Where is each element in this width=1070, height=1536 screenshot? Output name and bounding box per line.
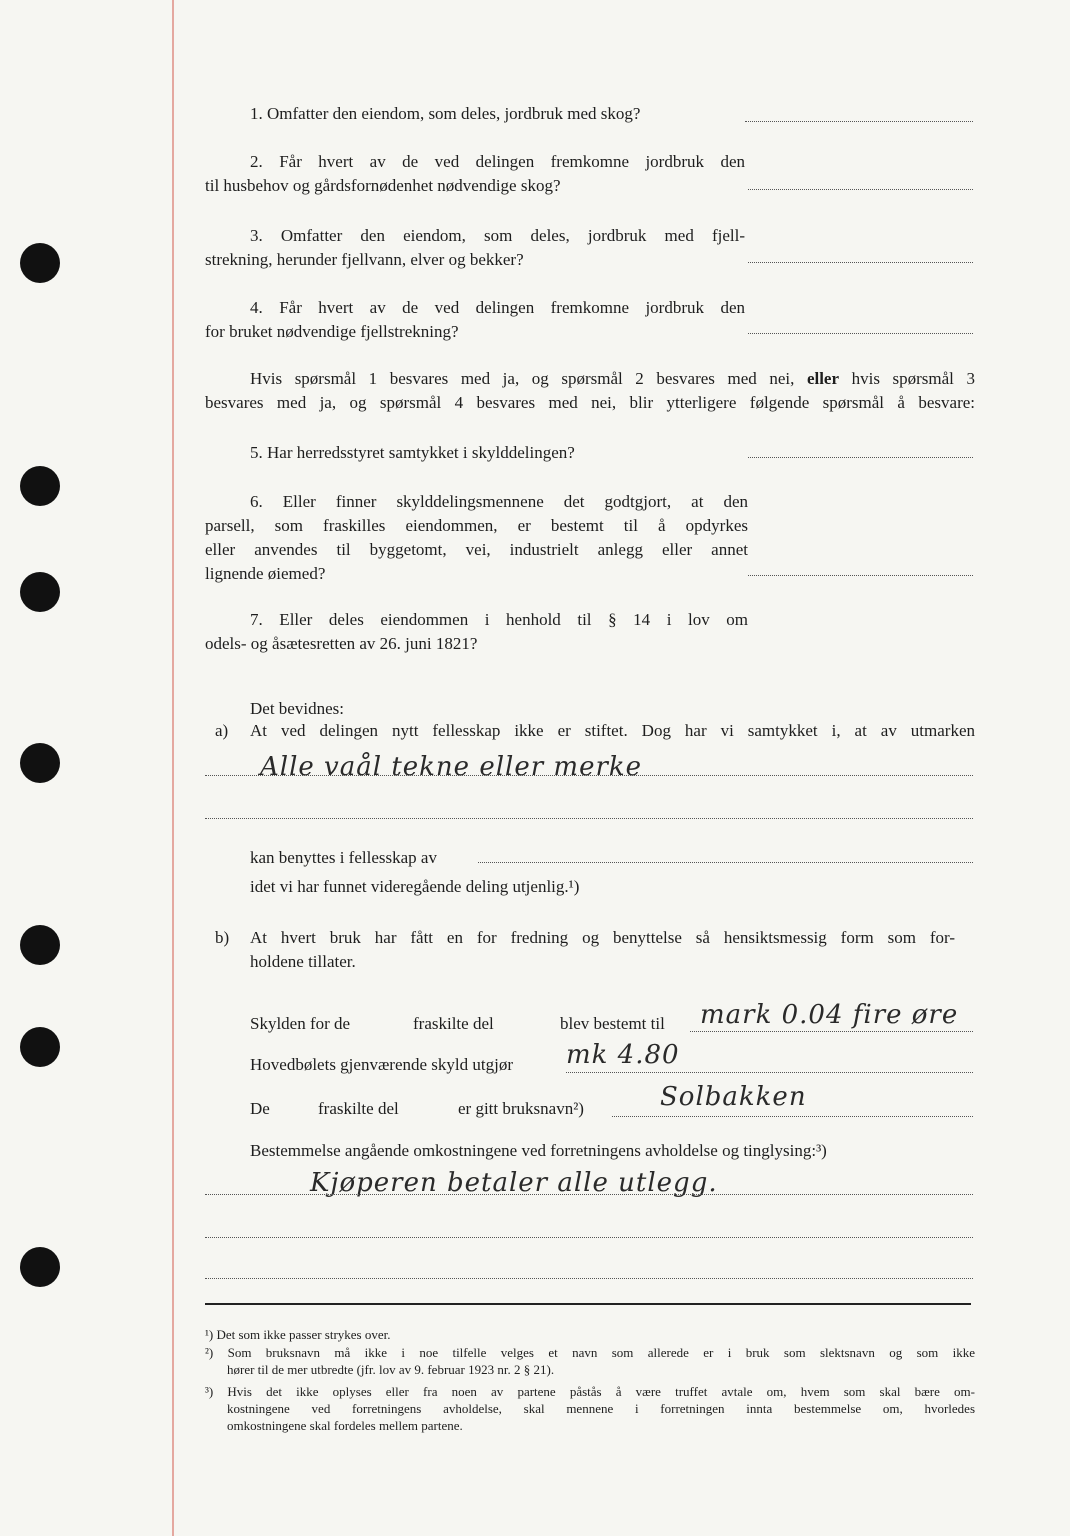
item-b-marker: b) — [215, 928, 230, 947]
punch-hole — [20, 743, 60, 783]
name-line — [612, 1116, 973, 1117]
tax-label-2: fraskilte del — [413, 1014, 494, 1033]
costs-label: Bestemmelse angående omkostningene ved forretningens avholdelse og tinglysing:³) — [250, 1141, 827, 1160]
name-label-2: fraskilte del — [318, 1099, 399, 1118]
item-a-text: At ved delingen nytt fellesskap ikke er stiftet. Dog har vi samtykket i, at av utmarken — [250, 721, 975, 740]
answer-line-1 — [745, 121, 973, 122]
writing-line-a2 — [205, 818, 973, 819]
handwritten-outfield: Alle vaål tekne eller merke — [260, 752, 643, 782]
answer-line-3 — [748, 262, 973, 263]
condition-text-b: hvis spørsmål 3 — [851, 369, 975, 388]
footnote-2: ²) Som bruksnavn må ikke i noe tilfelle velges et navn som allerede er i bruk som slektsnavn og som ikke hører til de mer utbredte (jfr. lov av 9. februar 1923 nr. 2 § 21). — [205, 1345, 975, 1377]
item-a-marker: a) — [215, 721, 229, 740]
shared-use-line — [478, 862, 973, 863]
question-3: 3. Omfatter den eiendom, som deles, jordbruk med fjell- strekning, herunder fjellvann, elver og bekker? — [205, 226, 745, 269]
punch-hole — [20, 925, 60, 965]
condition-text-a: Hvis spørsmål 1 besvares med ja, og spørsmål 2 besvares med nei, — [250, 369, 795, 388]
costs-line-1 — [205, 1194, 973, 1195]
tax-line — [690, 1031, 973, 1032]
item-b-text: At hvert bruk har fått en for fredning og benyttelse så hensiktsmessig form som for- holdene tillater. — [250, 928, 955, 971]
answer-line-4 — [748, 333, 973, 334]
question-1: 1. Omfatter den eiendom, som deles, jordbruk med skog? — [250, 104, 641, 123]
question-5: 5. Har herredsstyret samtykket i skylddelingen? — [250, 443, 575, 462]
costs-line-2 — [205, 1237, 973, 1238]
handwritten-costs: Kjøperen betaler alle utlegg. — [310, 1168, 718, 1198]
condition-paragraph: Hvis spørsmål 1 besvares med ja, og spørsmål 2 besvares med nei, eller hvis spørsmål 3 besvares med ja, og spørsmål 4 besvares med nei, blir ytterligere følgende spørsmål å besvare: — [205, 369, 975, 412]
margin-line — [172, 0, 174, 1536]
remaining-line — [566, 1072, 973, 1073]
question-4: 4. Får hvert av de ved delingen fremkomne jordbruk den for bruket nødvendige fjellstrekning? — [205, 298, 745, 341]
handwritten-remaining: mk 4.80 — [566, 1040, 680, 1070]
tax-label-3: blev bestemt til — [560, 1014, 665, 1033]
answer-line-5 — [748, 457, 973, 458]
condition-emphasis: eller — [806, 369, 840, 388]
question-6: 6. Eller finner skylddelingsmennene det godtgjort, at den parsell, som fraskilles eiendommen, er bestemt til å opdyrkes eller anvendes til byggetomt, vei, industrielt anlegg eller annet lignende øiemed? — [205, 492, 748, 583]
handwritten-name: Solbakken — [660, 1082, 807, 1112]
footnote-3: ³) Hvis det ikke oplyses eller fra noen av partene påstås å være truffet avtale om, hvem som skal bære om- kostningene ved forretningens avholdelse, skal mennene i forretningen innta bestemmelse om, hvorledes omkostningene skal fordeles mellem partene. — [205, 1384, 975, 1433]
deemed-text: idet vi har funnet videregående deling utjenlig.¹) — [250, 877, 580, 896]
question-2: 2. Får hvert av de ved delingen fremkomne jordbruk den til husbehov og gårdsfornødenhet nødvendige skog? — [205, 152, 745, 195]
writing-line-a1 — [205, 775, 973, 776]
costs-line-3 — [205, 1278, 973, 1279]
shared-use-text: kan benyttes i fellesskap av — [250, 848, 437, 867]
footnote-rule — [205, 1303, 971, 1305]
handwritten-tax: mark 0.04 fire øre — [700, 1000, 959, 1030]
punch-hole — [20, 1027, 60, 1067]
punch-hole — [20, 466, 60, 506]
footnote-1: ¹) Det som ikke passer strykes over. — [205, 1327, 391, 1342]
answer-line-2 — [748, 189, 973, 190]
name-label-1: De — [250, 1099, 270, 1118]
answer-line-6 — [748, 575, 973, 576]
name-label-3: er gitt bruksnavn²) — [458, 1099, 584, 1118]
punch-hole — [20, 1247, 60, 1287]
remaining-label: Hovedbølets gjenværende skyld utgjør — [250, 1055, 513, 1074]
question-7: 7. Eller deles eiendommen i henhold til § 14 i lov om odels- og åsætesretten av 26. juni 1821? — [205, 610, 748, 653]
punch-hole — [20, 572, 60, 612]
certify-heading: Det bevidnes: — [250, 699, 344, 718]
tax-label-1: Skylden for de — [250, 1014, 351, 1033]
punch-hole — [20, 243, 60, 283]
